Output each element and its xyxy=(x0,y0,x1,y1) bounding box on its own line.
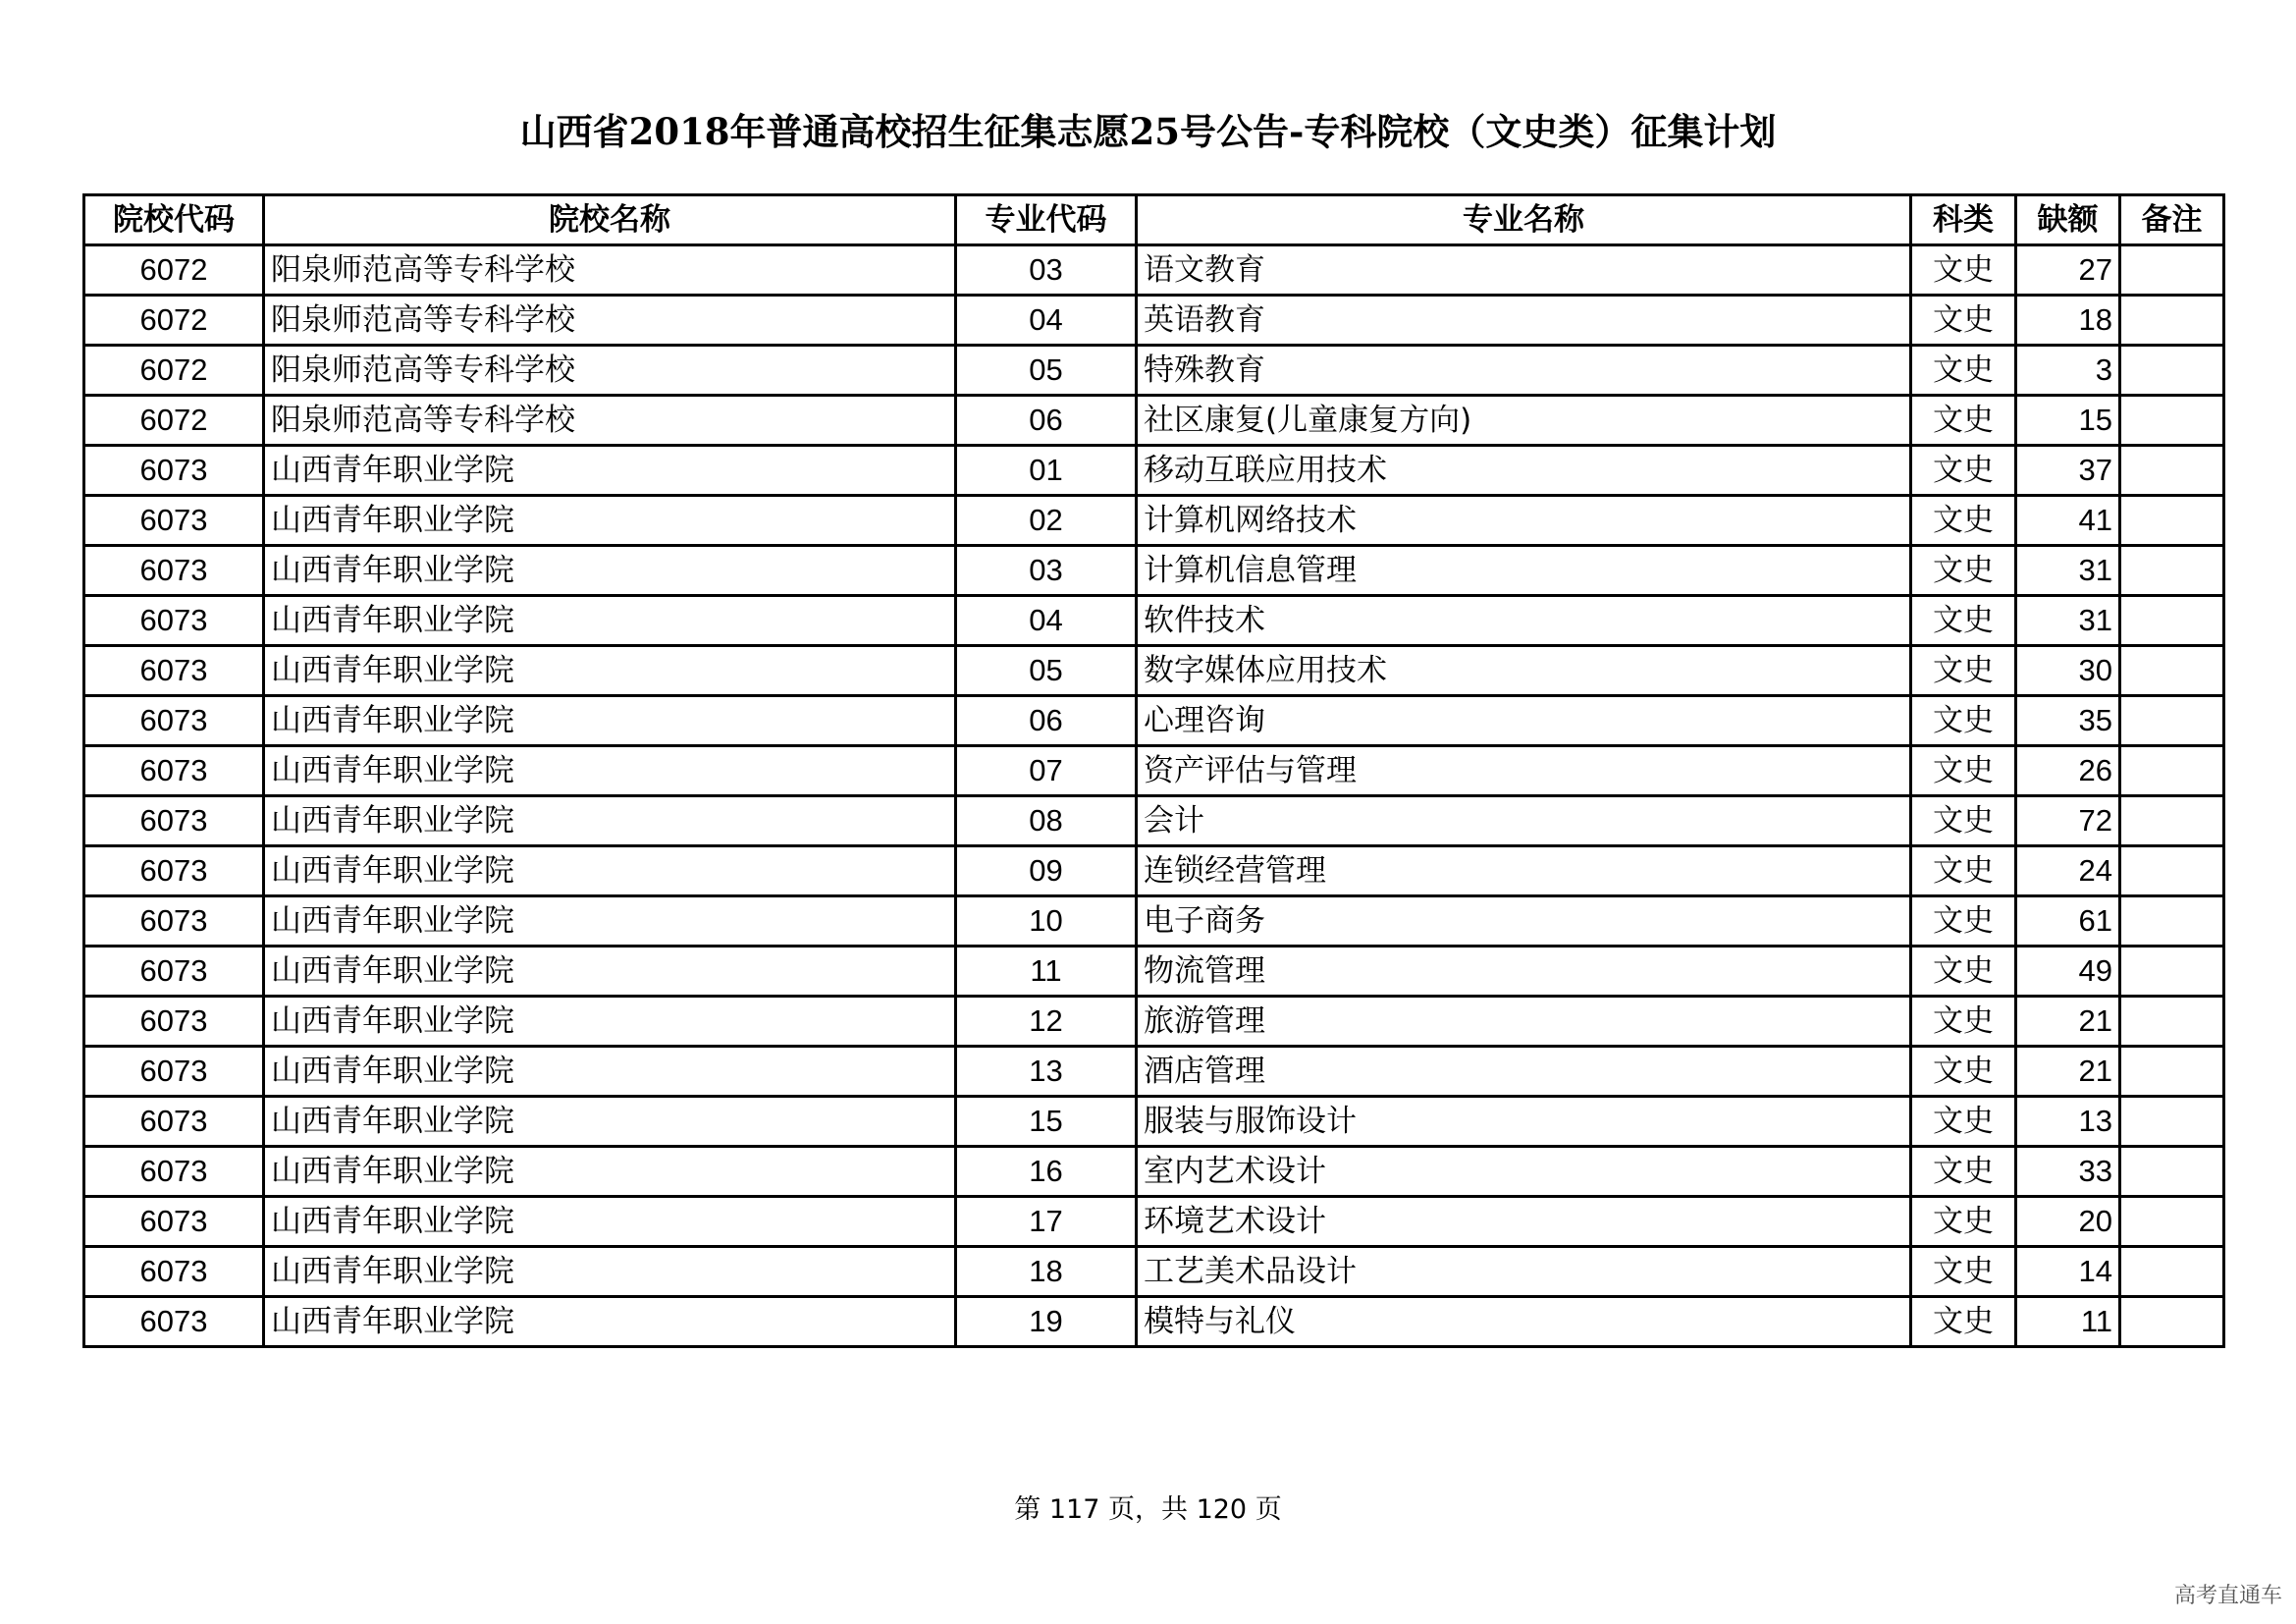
cell-school-name: 山西青年职业学院 xyxy=(264,496,956,546)
cell-school-name: 阳泉师范高等专科学校 xyxy=(264,396,956,446)
cell-school-name: 山西青年职业学院 xyxy=(264,947,956,997)
table-row xyxy=(84,446,2224,496)
header-vacancy: 缺额 xyxy=(2016,195,2120,245)
cell-vacancy: 37 xyxy=(2016,446,2120,496)
cell-major-code: 15 xyxy=(956,1097,1137,1147)
cell-category: 文史 xyxy=(1911,1097,2016,1147)
cell-major-name: 工艺美术品设计 xyxy=(1137,1247,1911,1297)
cell-category: 文史 xyxy=(1911,1247,2016,1297)
cell-school-name: 山西青年职业学院 xyxy=(264,1247,956,1297)
cell-school-name: 山西青年职业学院 xyxy=(264,596,956,646)
cell-major-code: 06 xyxy=(956,696,1137,746)
cell-school-code: 6073 xyxy=(84,696,264,746)
cell-note xyxy=(2120,1097,2224,1147)
cell-category: 文史 xyxy=(1911,796,2016,846)
cell-major-name: 社区康复(儿童康复方向) xyxy=(1137,396,1911,446)
cell-school-name: 阳泉师范高等专科学校 xyxy=(264,296,956,346)
table-row xyxy=(84,746,2224,796)
cell-major-code: 03 xyxy=(956,245,1137,296)
cell-school-name: 阳泉师范高等专科学校 xyxy=(264,245,956,296)
cell-major-name: 服装与服饰设计 xyxy=(1137,1097,1911,1147)
header-school-name: 院校名称 xyxy=(264,195,956,245)
cell-note xyxy=(2120,796,2224,846)
cell-school-code: 6073 xyxy=(84,947,264,997)
table-row xyxy=(84,846,2224,896)
table-row xyxy=(84,1147,2224,1197)
cell-school-name: 山西青年职业学院 xyxy=(264,796,956,846)
cell-major-code: 01 xyxy=(956,446,1137,496)
table-row xyxy=(84,646,2224,696)
cell-school-name: 山西青年职业学院 xyxy=(264,1297,956,1347)
cell-major-code: 05 xyxy=(956,646,1137,696)
cell-major-name: 物流管理 xyxy=(1137,947,1911,997)
page-footer: 第 117 页，共 120 页 xyxy=(1014,1494,1282,1525)
cell-note xyxy=(2120,546,2224,596)
cell-school-name: 山西青年职业学院 xyxy=(264,896,956,947)
cell-note xyxy=(2120,696,2224,746)
cell-major-code: 18 xyxy=(956,1247,1137,1297)
table-row xyxy=(84,1097,2224,1147)
cell-vacancy: 26 xyxy=(2016,746,2120,796)
cell-school-code: 6073 xyxy=(84,1297,264,1347)
table-header-row xyxy=(84,195,2224,245)
cell-category: 文史 xyxy=(1911,296,2016,346)
cell-note xyxy=(2120,245,2224,296)
cell-vacancy: 61 xyxy=(2016,896,2120,947)
table-row xyxy=(84,296,2224,346)
cell-school-code: 6073 xyxy=(84,1147,264,1197)
cell-vacancy: 41 xyxy=(2016,496,2120,546)
header-category: 科类 xyxy=(1911,195,2016,245)
cell-major-code: 04 xyxy=(956,296,1137,346)
cell-category: 文史 xyxy=(1911,245,2016,296)
cell-category: 文史 xyxy=(1911,1147,2016,1197)
cell-major-code: 08 xyxy=(956,796,1137,846)
cell-major-name: 会计 xyxy=(1137,796,1911,846)
cell-major-code: 11 xyxy=(956,947,1137,997)
cell-category: 文史 xyxy=(1911,896,2016,947)
cell-category: 文史 xyxy=(1911,746,2016,796)
table-row xyxy=(84,546,2224,596)
table-row xyxy=(84,496,2224,546)
cell-major-code: 19 xyxy=(956,1297,1137,1347)
cell-vacancy: 72 xyxy=(2016,796,2120,846)
cell-school-code: 6073 xyxy=(84,997,264,1047)
cell-vacancy: 49 xyxy=(2016,947,2120,997)
cell-vacancy: 30 xyxy=(2016,646,2120,696)
cell-vacancy: 11 xyxy=(2016,1297,2120,1347)
cell-school-code: 6073 xyxy=(84,596,264,646)
cell-note xyxy=(2120,346,2224,396)
cell-vacancy: 3 xyxy=(2016,346,2120,396)
cell-major-name: 软件技术 xyxy=(1137,596,1911,646)
table-row xyxy=(84,796,2224,846)
cell-school-code: 6073 xyxy=(84,796,264,846)
cell-school-name: 山西青年职业学院 xyxy=(264,446,956,496)
cell-category: 文史 xyxy=(1911,346,2016,396)
cell-major-code: 16 xyxy=(956,1147,1137,1197)
cell-school-name: 山西青年职业学院 xyxy=(264,997,956,1047)
cell-major-code: 06 xyxy=(956,396,1137,446)
cell-major-name: 旅游管理 xyxy=(1137,997,1911,1047)
cell-note xyxy=(2120,296,2224,346)
cell-major-code: 07 xyxy=(956,746,1137,796)
cell-note xyxy=(2120,1147,2224,1197)
cell-school-code: 6073 xyxy=(84,1097,264,1147)
cell-vacancy: 33 xyxy=(2016,1147,2120,1197)
cell-school-code: 6072 xyxy=(84,346,264,396)
cell-note xyxy=(2120,596,2224,646)
cell-note xyxy=(2120,646,2224,696)
cell-major-name: 连锁经营管理 xyxy=(1137,846,1911,896)
cell-major-code: 13 xyxy=(956,1047,1137,1097)
table-row xyxy=(84,396,2224,446)
table-row xyxy=(84,1047,2224,1097)
cell-note xyxy=(2120,396,2224,446)
cell-school-name: 山西青年职业学院 xyxy=(264,1147,956,1197)
cell-major-name: 资产评估与管理 xyxy=(1137,746,1911,796)
header-note: 备注 xyxy=(2120,195,2224,245)
cell-school-name: 山西青年职业学院 xyxy=(264,696,956,746)
cell-major-code: 17 xyxy=(956,1197,1137,1247)
cell-note xyxy=(2120,997,2224,1047)
cell-major-name: 语文教育 xyxy=(1137,245,1911,296)
cell-school-name: 山西青年职业学院 xyxy=(264,1197,956,1247)
cell-vacancy: 31 xyxy=(2016,546,2120,596)
cell-school-code: 6072 xyxy=(84,396,264,446)
table-row xyxy=(84,1197,2224,1247)
cell-major-name: 英语教育 xyxy=(1137,296,1911,346)
table-row xyxy=(84,896,2224,947)
cell-vacancy: 24 xyxy=(2016,846,2120,896)
cell-vacancy: 14 xyxy=(2016,1247,2120,1297)
cell-category: 文史 xyxy=(1911,997,2016,1047)
cell-note xyxy=(2120,496,2224,546)
cell-major-name: 室内艺术设计 xyxy=(1137,1147,1911,1197)
cell-major-name: 计算机网络技术 xyxy=(1137,496,1911,546)
cell-school-name: 山西青年职业学院 xyxy=(264,1097,956,1147)
cell-vacancy: 20 xyxy=(2016,1197,2120,1247)
cell-vacancy: 15 xyxy=(2016,396,2120,446)
cell-school-code: 6073 xyxy=(84,846,264,896)
cell-category: 文史 xyxy=(1911,446,2016,496)
cell-school-name: 山西青年职业学院 xyxy=(264,746,956,796)
cell-category: 文史 xyxy=(1911,496,2016,546)
table-row xyxy=(84,346,2224,396)
cell-school-code: 6073 xyxy=(84,746,264,796)
cell-school-name: 山西青年职业学院 xyxy=(264,546,956,596)
page-title: 山西省2018年普通高校招生征集志愿25号公告-专科院校（文史类）征集计划 xyxy=(519,110,1777,153)
table-row xyxy=(84,1247,2224,1297)
cell-major-code: 05 xyxy=(956,346,1137,396)
cell-category: 文史 xyxy=(1911,1197,2016,1247)
cell-major-name: 计算机信息管理 xyxy=(1137,546,1911,596)
table-row xyxy=(84,997,2224,1047)
cell-major-code: 12 xyxy=(956,997,1137,1047)
cell-vacancy: 21 xyxy=(2016,1047,2120,1097)
table-row xyxy=(84,696,2224,746)
cell-school-code: 6072 xyxy=(84,245,264,296)
cell-major-code: 04 xyxy=(956,596,1137,646)
cell-category: 文史 xyxy=(1911,846,2016,896)
cell-school-code: 6073 xyxy=(84,546,264,596)
cell-major-name: 酒店管理 xyxy=(1137,1047,1911,1097)
table-row xyxy=(84,947,2224,997)
cell-major-name: 模特与礼仪 xyxy=(1137,1297,1911,1347)
cell-school-code: 6073 xyxy=(84,1247,264,1297)
cell-major-code: 09 xyxy=(956,846,1137,896)
cell-vacancy: 18 xyxy=(2016,296,2120,346)
cell-major-name: 移动互联应用技术 xyxy=(1137,446,1911,496)
watermark-text: 高考直通车 xyxy=(2173,1584,2282,1608)
cell-note xyxy=(2120,746,2224,796)
plan-table xyxy=(82,193,2225,1348)
cell-school-code: 6073 xyxy=(84,446,264,496)
cell-category: 文史 xyxy=(1911,546,2016,596)
cell-note xyxy=(2120,1197,2224,1247)
cell-school-code: 6073 xyxy=(84,1047,264,1097)
cell-category: 文史 xyxy=(1911,396,2016,446)
cell-vacancy: 13 xyxy=(2016,1097,2120,1147)
cell-category: 文史 xyxy=(1911,696,2016,746)
header-major-code: 专业代码 xyxy=(956,195,1137,245)
cell-major-code: 02 xyxy=(956,496,1137,546)
cell-school-name: 阳泉师范高等专科学校 xyxy=(264,346,956,396)
cell-major-code: 03 xyxy=(956,546,1137,596)
table-body xyxy=(84,245,2224,1347)
cell-school-code: 6073 xyxy=(84,896,264,947)
cell-major-name: 电子商务 xyxy=(1137,896,1911,947)
header-major-name: 专业名称 xyxy=(1137,195,1911,245)
cell-note xyxy=(2120,947,2224,997)
cell-school-name: 山西青年职业学院 xyxy=(264,646,956,696)
cell-note xyxy=(2120,446,2224,496)
table-row xyxy=(84,1297,2224,1347)
cell-category: 文史 xyxy=(1911,1297,2016,1347)
cell-note xyxy=(2120,1247,2224,1297)
cell-note xyxy=(2120,1297,2224,1347)
table-row xyxy=(84,245,2224,296)
cell-note xyxy=(2120,846,2224,896)
cell-category: 文史 xyxy=(1911,947,2016,997)
cell-category: 文史 xyxy=(1911,646,2016,696)
cell-note xyxy=(2120,1047,2224,1097)
cell-vacancy: 27 xyxy=(2016,245,2120,296)
cell-major-name: 数字媒体应用技术 xyxy=(1137,646,1911,696)
cell-school-code: 6073 xyxy=(84,496,264,546)
cell-note xyxy=(2120,896,2224,947)
cell-major-name: 心理咨询 xyxy=(1137,696,1911,746)
header-school-code: 院校代码 xyxy=(84,195,264,245)
cell-school-code: 6072 xyxy=(84,296,264,346)
cell-category: 文史 xyxy=(1911,1047,2016,1097)
cell-vacancy: 31 xyxy=(2016,596,2120,646)
cell-school-name: 山西青年职业学院 xyxy=(264,1047,956,1097)
cell-school-name: 山西青年职业学院 xyxy=(264,846,956,896)
cell-category: 文史 xyxy=(1911,596,2016,646)
cell-major-name: 环境艺术设计 xyxy=(1137,1197,1911,1247)
cell-major-code: 10 xyxy=(956,896,1137,947)
cell-school-code: 6073 xyxy=(84,1197,264,1247)
cell-school-code: 6073 xyxy=(84,646,264,696)
cell-major-name: 特殊教育 xyxy=(1137,346,1911,396)
cell-vacancy: 35 xyxy=(2016,696,2120,746)
cell-vacancy: 21 xyxy=(2016,997,2120,1047)
table-row xyxy=(84,596,2224,646)
